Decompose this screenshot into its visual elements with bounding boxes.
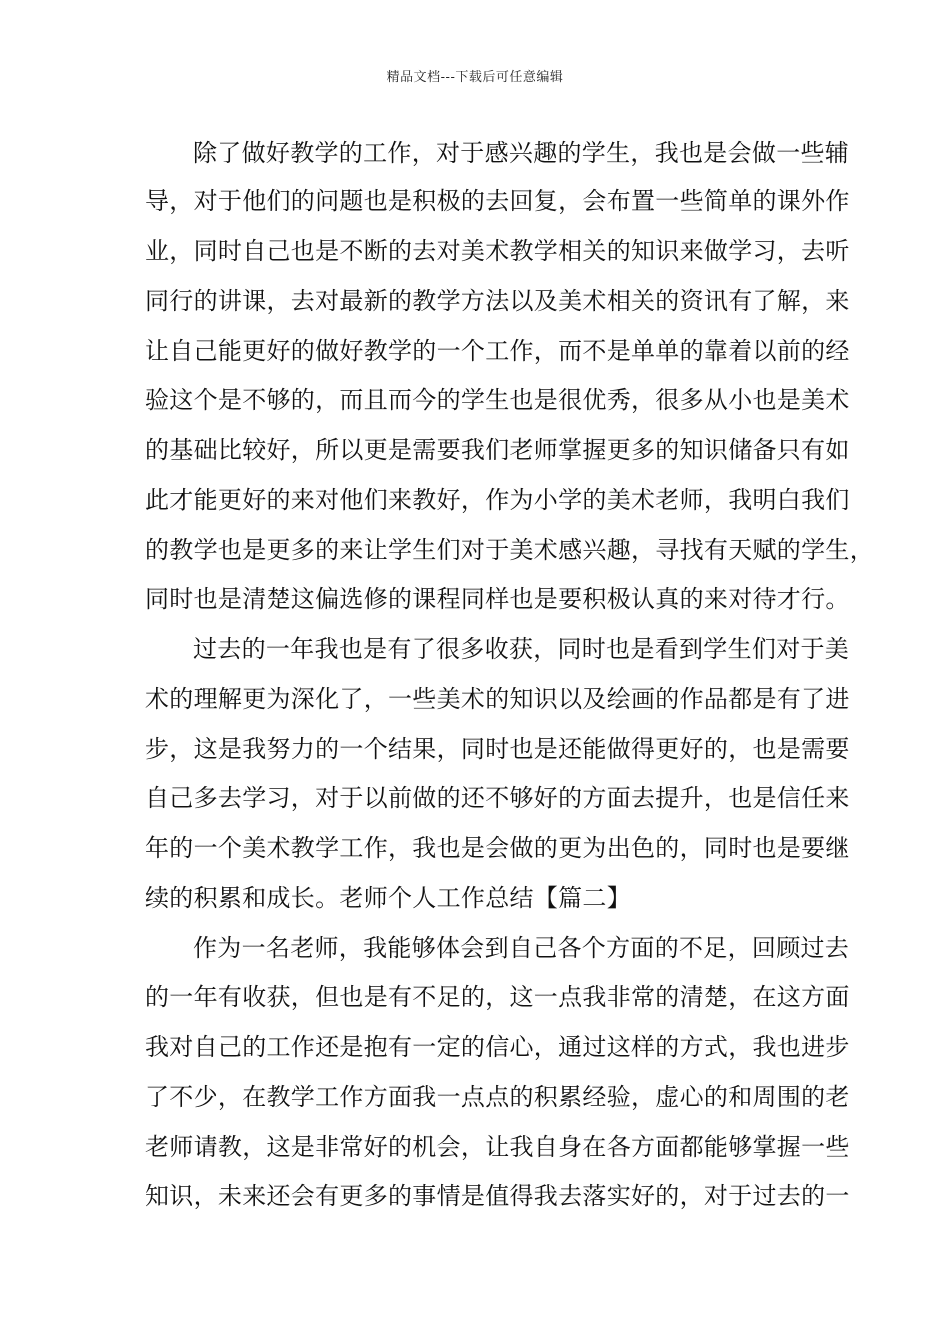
text-line: 续的积累和成长。老师个人工作总结【篇二】 [145, 884, 631, 912]
text-line: 导，对于他们的问题也是积极的去回复，会布置一些简单的课外作 [145, 187, 850, 215]
text-line: 验这个是不够的，而且而今的学生也是很优秀，很多从小也是美术 [145, 386, 850, 414]
page-header: 精品文档---下载后可任意编辑 [386, 70, 564, 85]
text-line: 除了做好教学的工作，对于感兴趣的学生，我也是会做一些辅 [193, 139, 850, 167]
text-line: 步，这是我努力的一个结果，同时也是还能做得更好的，也是需要 [145, 735, 850, 763]
text-line: 业，同时自己也是不断的去对美术教学相关的知识来做学习，去听 [145, 237, 850, 265]
text-line: 术的理解更为深化了，一些美术的知识以及绘画的作品都是有了进 [145, 685, 850, 713]
text-line: 让自己能更好的做好教学的一个工作，而不是单单的靠着以前的经 [145, 337, 850, 365]
text-line: 的教学也是更多的来让学生们对于美术感兴趣，寻找有天赋的学生， [145, 536, 874, 564]
text-line: 老师请教，这是非常好的机会，让我自身在各方面都能够掌握一些 [145, 1133, 850, 1161]
text-line: 同时也是清楚这偏选修的课程同样也是要积极认真的来对待才行。 [145, 585, 850, 613]
text-line: 的一年有收获，但也是有不足的，这一点我非常的清楚，在这方面 [145, 983, 850, 1011]
text-line: 知识，未来还会有更多的事情是值得我去落实好的，对于过去的一 [145, 1182, 850, 1210]
text-line: 了不少，在教学工作方面我一点点的积累经验，虚心的和周围的老 [145, 1083, 850, 1111]
text-line: 我对自己的工作还是抱有一定的信心，通过这样的方式，我也进步 [145, 1033, 850, 1061]
text-line: 年的一个美术教学工作，我也是会做的更为出色的，同时也是要继 [145, 834, 850, 862]
text-line: 作为一名老师，我能够体会到自己各个方面的不足，回顾过去 [193, 934, 850, 962]
text-line: 过去的一年我也是有了很多收获，同时也是看到学生们对于美 [193, 635, 850, 663]
text-line: 自己多去学习，对于以前做的还不够好的方面去提升，也是信任来 [145, 784, 850, 812]
text-line: 的基础比较好，所以更是需要我们老师掌握更多的知识储备只有如 [145, 436, 850, 464]
text-line: 此才能更好的来对他们来教好，作为小学的美术老师，我明白我们 [145, 486, 850, 514]
text-line: 同行的讲课，去对最新的教学方法以及美术相关的资讯有了解，来 [145, 287, 850, 315]
